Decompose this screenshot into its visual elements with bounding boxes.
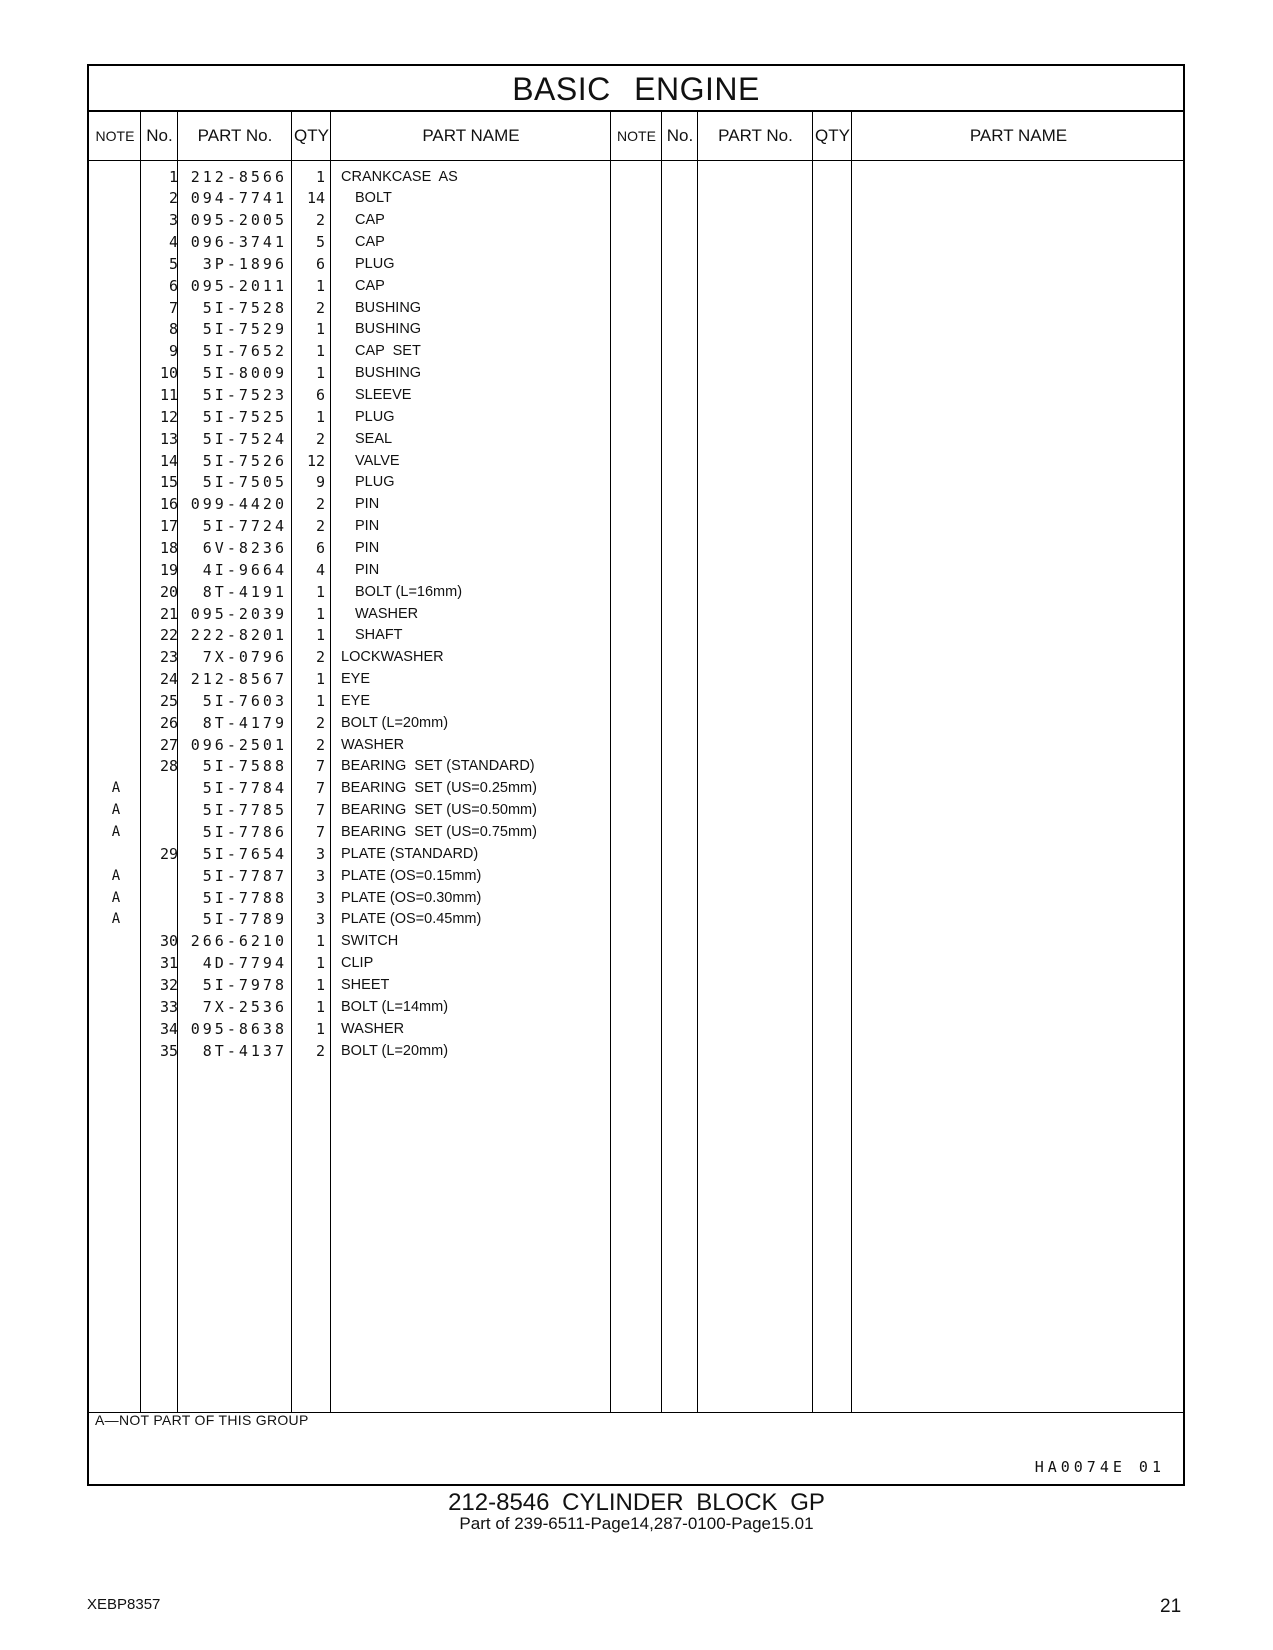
quantity-cell: 6 [315,386,325,404]
item-number-cell: 27 [159,735,178,754]
item-number-cell: 9 [168,342,178,361]
quantity-cell: 1 [315,691,325,710]
note-cell [89,231,143,254]
note-cell [89,166,143,189]
part-name-cell: BUSHING [355,299,422,316]
part-name-cell: WASHER [355,605,419,622]
part-number-cell: 096-2501 [190,735,287,754]
part-number-cell: 5I-7789 [202,910,287,929]
part-number-cell: 7X-2536 [202,997,287,1016]
column-divider [812,112,813,1412]
part-name-cell: BEARING SET (US=0.50mm) [341,802,537,819]
part-number-cell: 095-2005 [190,211,287,230]
quantity-cell: 7 [315,757,325,776]
quantity-cell: 1 [315,167,325,186]
part-number-cell: 094-7741 [190,189,287,208]
note-cell [89,996,143,1019]
part-name-cell: CAP [355,277,385,294]
page-title: BASIC ENGINE [89,66,1183,112]
item-number-cell: 5 [168,254,178,273]
note-cell [89,952,143,975]
note-cell [89,428,143,451]
quantity-cell: 4 [315,560,325,579]
part-number-cell: 3P-1896 [202,254,287,273]
header-qty-right: QTY [815,126,850,145]
item-number-cell: 1 [168,167,178,186]
note-cell [89,515,143,538]
note-cell: A [111,780,121,797]
part-number-cell: 212-8567 [190,670,287,689]
quantity-cell: 1 [315,320,325,339]
note-cell [89,668,143,691]
item-number-cell: 34 [159,1019,178,1038]
quantity-cell: 1 [315,342,325,361]
item-number-cell: 23 [159,648,178,667]
group-subcaption: Part of 239-6511-Page14,287-0100-Page15.01 [459,1514,814,1533]
item-number-cell: 19 [159,560,178,579]
part-name-cell: CAP SET [355,343,421,360]
part-name-cell: PIN [355,561,380,578]
note-cell [89,559,143,582]
part-number-cell: 5I-7786 [202,823,287,841]
item-number-cell [143,887,178,910]
note-cell: A [111,889,121,906]
part-name-cell: BEARING SET (US=0.25mm) [341,780,537,797]
item-number-cell: 35 [159,1041,178,1060]
part-number-cell: 8T-4191 [202,582,287,601]
item-number-cell [143,799,178,822]
part-name-cell: BEARING SET (STANDARD) [341,758,535,775]
part-name-cell: BUSHING [355,365,422,382]
item-number-cell: 31 [159,954,178,973]
note-cell [89,734,143,757]
part-name-cell: EYE [341,671,371,688]
part-number-cell: 222-8201 [190,626,287,645]
part-name-cell: PLATE (OS=0.15mm) [341,867,482,884]
note-cell [89,187,143,210]
quantity-cell: 1 [315,626,325,645]
part-name-cell: PLATE (OS=0.45mm) [341,911,482,928]
part-number-cell: 095-2039 [190,604,287,623]
part-name-cell: WASHER [341,1020,405,1037]
header-no-left: No. [146,126,173,145]
item-number-cell: 6 [168,276,178,295]
note-cell [89,690,143,713]
part-name-cell: BOLT (L=14mm) [341,998,449,1015]
item-number-cell: 32 [159,975,178,994]
note-cell [89,253,143,276]
quantity-cell: 1 [315,1019,325,1038]
item-number-cell: 21 [159,604,178,623]
note-cell [89,843,143,866]
part-number-cell: 5I-7505 [202,473,287,492]
quantity-cell: 1 [315,975,325,994]
quantity-cell: 6 [315,254,325,273]
quantity-cell: 2 [315,495,325,514]
page-number: 21 [1160,1596,1182,1617]
part-name-cell: PLATE (OS=0.30mm) [341,889,482,906]
part-number-cell: 095-8638 [190,1019,287,1038]
header-part-name-left: PART NAME [422,126,520,145]
item-number-cell: 8 [168,320,178,339]
header-note-right: NOTE [617,128,656,144]
part-name-cell: PIN [355,539,380,556]
item-number-cell [143,908,178,931]
part-number-cell: 5I-7654 [202,844,287,863]
part-name-cell: SWITCH [341,933,399,950]
quantity-cell: 2 [315,713,325,732]
part-number-cell: 5I-7785 [202,801,287,820]
note-cell [89,1040,143,1063]
note-cell [89,712,143,735]
item-number-cell: 26 [159,713,178,732]
part-name-cell: EYE [341,692,371,709]
note-cell [89,581,143,604]
part-name-cell: CLIP [341,955,374,972]
group-caption: 212-8546 CYLINDER BLOCK GP [448,1489,825,1516]
part-name-cell: BOLT (L=20mm) [341,1042,449,1059]
quantity-cell: 7 [315,779,325,798]
item-number-cell: 10 [159,364,178,383]
item-number-cell: 11 [159,386,178,404]
item-number-cell: 15 [159,473,178,492]
note-cell [89,974,143,997]
part-name-cell: PLATE (STANDARD) [341,845,479,862]
note-cell [89,318,143,341]
part-number-cell: 5I-7529 [202,320,287,339]
part-name-cell: PIN [355,518,380,535]
header-no-right: No. [666,126,694,145]
part-name-cell: CRANKCASE AS [341,168,458,185]
quantity-cell: 2 [315,648,325,667]
note-cell [89,275,143,298]
part-number-cell: 4D-7794 [202,954,287,973]
item-number-cell: 13 [159,429,178,448]
part-number-cell: 7X-0796 [202,648,287,667]
item-number-cell: 24 [159,670,178,689]
item-number-cell: 30 [159,932,178,951]
part-number-cell: 5I-7724 [202,517,287,536]
illustration-code: HA0074E 01 [1034,1458,1165,1476]
item-number-cell: 17 [159,517,178,536]
part-name-cell: BOLT [355,190,392,207]
part-name-cell: SLEEVE [355,387,412,403]
part-name-cell: BOLT (L=20mm) [341,714,449,731]
quantity-cell: 1 [315,932,325,951]
note-cell [89,646,143,669]
part-number-cell: 5I-7788 [202,888,287,907]
part-number-cell: 266-6210 [190,932,287,951]
part-name-cell: VALVE [355,452,400,469]
part-name-cell: CAP [355,234,385,251]
part-name-cell: BOLT (L=16mm) [355,583,463,600]
item-number-cell: 4 [168,233,178,252]
item-number-cell: 20 [159,582,178,601]
part-number-cell: 5I-7528 [202,298,287,317]
note-cell [89,930,143,953]
note-cell: A [111,911,121,928]
part-number-cell: 5I-7526 [202,451,287,470]
note-cell [89,209,143,232]
quantity-cell: 14 [306,189,325,208]
note-cell [89,340,143,363]
item-number-cell: 28 [159,757,178,776]
quantity-cell: 3 [315,888,325,907]
document-id: XEBP8357 [87,1596,161,1613]
note-cell [89,603,143,626]
quantity-cell: 1 [315,276,325,295]
item-number-cell: 14 [159,451,178,470]
header-part-no-right: PART No. [718,126,793,145]
part-number-cell: 5I-7523 [202,386,287,404]
part-number-cell: 5I-7652 [202,342,287,361]
part-name-cell: LOCKWASHER [341,649,444,666]
part-number-cell: 099-4420 [190,495,287,514]
quantity-cell: 9 [315,473,325,492]
part-name-cell: SHEET [341,976,390,993]
quantity-cell: 2 [315,1041,325,1060]
item-number-cell [143,821,178,844]
part-number-cell: 212-8566 [190,167,287,186]
item-number-cell: 3 [168,211,178,230]
note-cell [89,624,143,647]
quantity-cell: 2 [315,298,325,317]
note-cell [89,384,143,407]
item-number-cell: 33 [159,997,178,1016]
part-number-cell: 5I-7524 [202,429,287,448]
part-name-cell: WASHER [341,736,405,753]
quantity-cell: 1 [315,582,325,601]
header-part-no-left: PART No. [197,126,273,145]
item-number-cell: 16 [159,495,178,514]
part-number-cell: 5I-7603 [202,691,287,710]
quantity-cell: 1 [315,670,325,689]
part-number-cell: 5I-7978 [202,975,287,994]
part-name-cell: BUSHING [355,321,422,338]
item-number-cell: 12 [159,407,178,426]
part-number-cell: 095-2011 [190,276,287,295]
item-number-cell [143,865,178,888]
part-name-cell: SHAFT [355,627,403,644]
part-number-cell: 8T-4137 [202,1041,287,1060]
part-number-cell: 096-3741 [190,233,287,252]
note-cell [89,537,143,560]
note-cell [89,493,143,516]
part-name-cell: PLUG [355,474,395,491]
footnote: A—NOT PART OF THIS GROUP [95,1412,309,1428]
part-number-cell: 5I-7525 [202,407,287,426]
item-number-cell [143,777,178,800]
item-number-cell: 7 [168,298,178,317]
part-number-cell: 6V-8236 [202,538,287,557]
part-number-cell: 5I-8009 [202,364,287,383]
quantity-cell: 1 [315,604,325,623]
item-number-cell: 2 [168,189,178,208]
quantity-cell: 6 [315,538,325,557]
quantity-cell: 1 [315,997,325,1016]
quantity-cell: 7 [315,801,325,820]
part-number-cell: 8T-4179 [202,713,287,732]
parts-table [87,64,1185,1486]
part-name-cell: PLUG [355,255,395,272]
part-name-cell: PIN [355,496,380,513]
note-cell: A [111,824,121,840]
column-divider [851,112,852,1412]
quantity-cell: 3 [315,844,325,863]
note-cell [89,406,143,429]
quantity-cell: 1 [315,364,325,383]
header-qty-left: QTY [294,126,329,145]
quantity-cell: 5 [315,233,325,252]
note-cell [89,471,143,494]
quantity-cell: 1 [315,407,325,426]
header-part-name-right: PART NAME [969,126,1068,145]
quantity-cell: 3 [315,910,325,929]
part-name-cell: PLUG [355,408,395,425]
item-number-cell: 29 [159,844,178,863]
quantity-cell: 12 [306,451,325,470]
item-number-cell: 22 [159,626,178,645]
header-divider [89,160,1183,161]
note-cell [89,755,143,778]
part-number-cell: 5I-7588 [202,757,287,776]
part-name-cell: CAP [355,212,385,229]
quantity-cell: 7 [315,823,325,841]
note-cell: A [111,802,121,819]
item-number-cell: 18 [159,538,178,557]
part-name-cell: SEAL [355,430,393,447]
part-name-cell: BEARING SET (US=0.75mm) [341,824,537,840]
quantity-cell: 3 [315,866,325,885]
quantity-cell: 2 [315,735,325,754]
part-number-cell: 4I-9664 [202,560,287,579]
item-number-cell: 25 [159,691,178,710]
quantity-cell: 2 [315,517,325,536]
column-divider [330,112,331,1412]
note-cell [89,297,143,320]
quantity-cell: 2 [315,211,325,230]
note-cell: A [111,867,121,884]
note-cell [89,362,143,385]
quantity-cell: 2 [315,429,325,448]
quantity-cell: 1 [315,954,325,973]
note-cell [89,1018,143,1041]
note-cell [89,450,143,473]
part-number-cell: 5I-7784 [202,779,287,798]
part-number-cell: 5I-7787 [202,866,287,885]
header-note-left: NOTE [95,128,135,144]
